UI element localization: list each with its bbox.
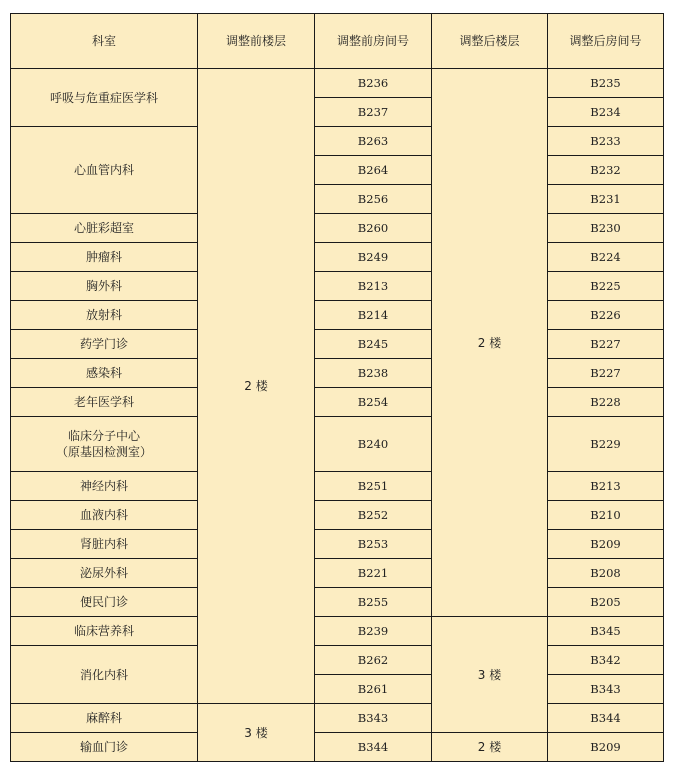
room-after-cell: B209 [548,733,664,762]
room-before-cell: B240 [315,417,432,472]
room-after-cell: B205 [548,588,664,617]
room-before-cell: B238 [315,359,432,388]
header-floor-before: 调整前楼层 [198,14,315,69]
room-after-cell: B224 [548,243,664,272]
room-after-cell: B227 [548,330,664,359]
room-before-cell: B253 [315,530,432,559]
room-before-cell: B254 [315,388,432,417]
table-row [11,214,664,243]
header-floor-after: 调整后楼层 [432,14,548,69]
room-after-cell: B230 [548,214,664,243]
room-before-cell: B252 [315,501,432,530]
floor-before-cell: 3 楼 [198,704,315,762]
room-after-cell: B231 [548,185,664,214]
room-before-cell: B263 [315,127,432,156]
floor-before-cell: 2 楼 [198,69,315,704]
floor-after-cell: 2 楼 [432,69,548,617]
table-row [11,617,664,646]
room-before-cell: B264 [315,156,432,185]
table-row [11,733,664,762]
department-cell: 心血管内科 [11,127,198,214]
department-cell: 麻醉科 [11,704,198,733]
table-row [11,388,664,417]
department-cell: 便民门诊 [11,588,198,617]
room-adjustment-table-container [10,13,664,762]
room-before-cell: B249 [315,243,432,272]
room-before-cell: B239 [315,617,432,646]
room-after-cell: B228 [548,388,664,417]
department-cell: 放射科 [11,301,198,330]
department-cell: 神经内科 [11,472,198,501]
table-row [11,243,664,272]
room-before-cell: B251 [315,472,432,501]
room-after-cell: B233 [548,127,664,156]
floor-after-cell: 3 楼 [432,617,548,733]
room-before-cell: B344 [315,733,432,762]
department-cell: 肿瘤科 [11,243,198,272]
room-before-cell: B343 [315,704,432,733]
room-adjustment-table [10,13,664,762]
room-before-cell: B221 [315,559,432,588]
room-before-cell: B260 [315,214,432,243]
room-after-cell: B344 [548,704,664,733]
header-row [11,14,664,69]
table-row [11,127,664,156]
department-name-line1: 临床分子中心 [67,429,140,443]
room-after-cell: B227 [548,359,664,388]
header-department: 科室 [11,14,198,69]
department-cell: 心脏彩超室 [11,214,198,243]
table-row [11,472,664,501]
table-row [11,588,664,617]
room-after-cell: B229 [548,417,664,472]
department-cell: 老年医学科 [11,388,198,417]
department-cell [11,417,198,472]
room-before-cell: B261 [315,675,432,704]
department-cell: 药学门诊 [11,330,198,359]
room-after-cell: B345 [548,617,664,646]
department-cell: 胸外科 [11,272,198,301]
department-cell: 消化内科 [11,646,198,704]
room-before-cell: B213 [315,272,432,301]
header-room-after: 调整后房间号 [548,14,664,69]
room-after-cell: B235 [548,69,664,98]
floor-after-cell: 2 楼 [432,733,548,762]
header-room-before: 调整前房间号 [315,14,432,69]
table-row [11,359,664,388]
room-before-cell: B214 [315,301,432,330]
table-row [11,272,664,301]
table-row [11,417,664,472]
department-cell: 肾脏内科 [11,530,198,559]
table-row [11,704,664,733]
table-row [11,501,664,530]
department-cell: 血液内科 [11,501,198,530]
room-after-cell: B209 [548,530,664,559]
table-row [11,559,664,588]
department-cell: 感染科 [11,359,198,388]
table-row [11,330,664,359]
room-after-cell: B213 [548,472,664,501]
room-after-cell: B226 [548,301,664,330]
room-after-cell: B225 [548,272,664,301]
room-before-cell: B255 [315,588,432,617]
room-before-cell: B262 [315,646,432,675]
room-before-cell: B237 [315,98,432,127]
room-after-cell: B342 [548,646,664,675]
room-after-cell: B208 [548,559,664,588]
department-cell: 呼吸与危重症医学科 [11,69,198,127]
department-name-line2: （原基因检测室） [55,445,152,459]
table-row [11,646,664,675]
department-cell: 临床营养科 [11,617,198,646]
table-row [11,69,664,98]
room-after-cell: B232 [548,156,664,185]
room-after-cell: B343 [548,675,664,704]
room-after-cell: B234 [548,98,664,127]
room-before-cell: B245 [315,330,432,359]
room-before-cell: B236 [315,69,432,98]
table-row [11,530,664,559]
room-after-cell: B210 [548,501,664,530]
table-row [11,301,664,330]
department-cell: 输血门诊 [11,733,198,762]
department-cell: 泌尿外科 [11,559,198,588]
room-before-cell: B256 [315,185,432,214]
